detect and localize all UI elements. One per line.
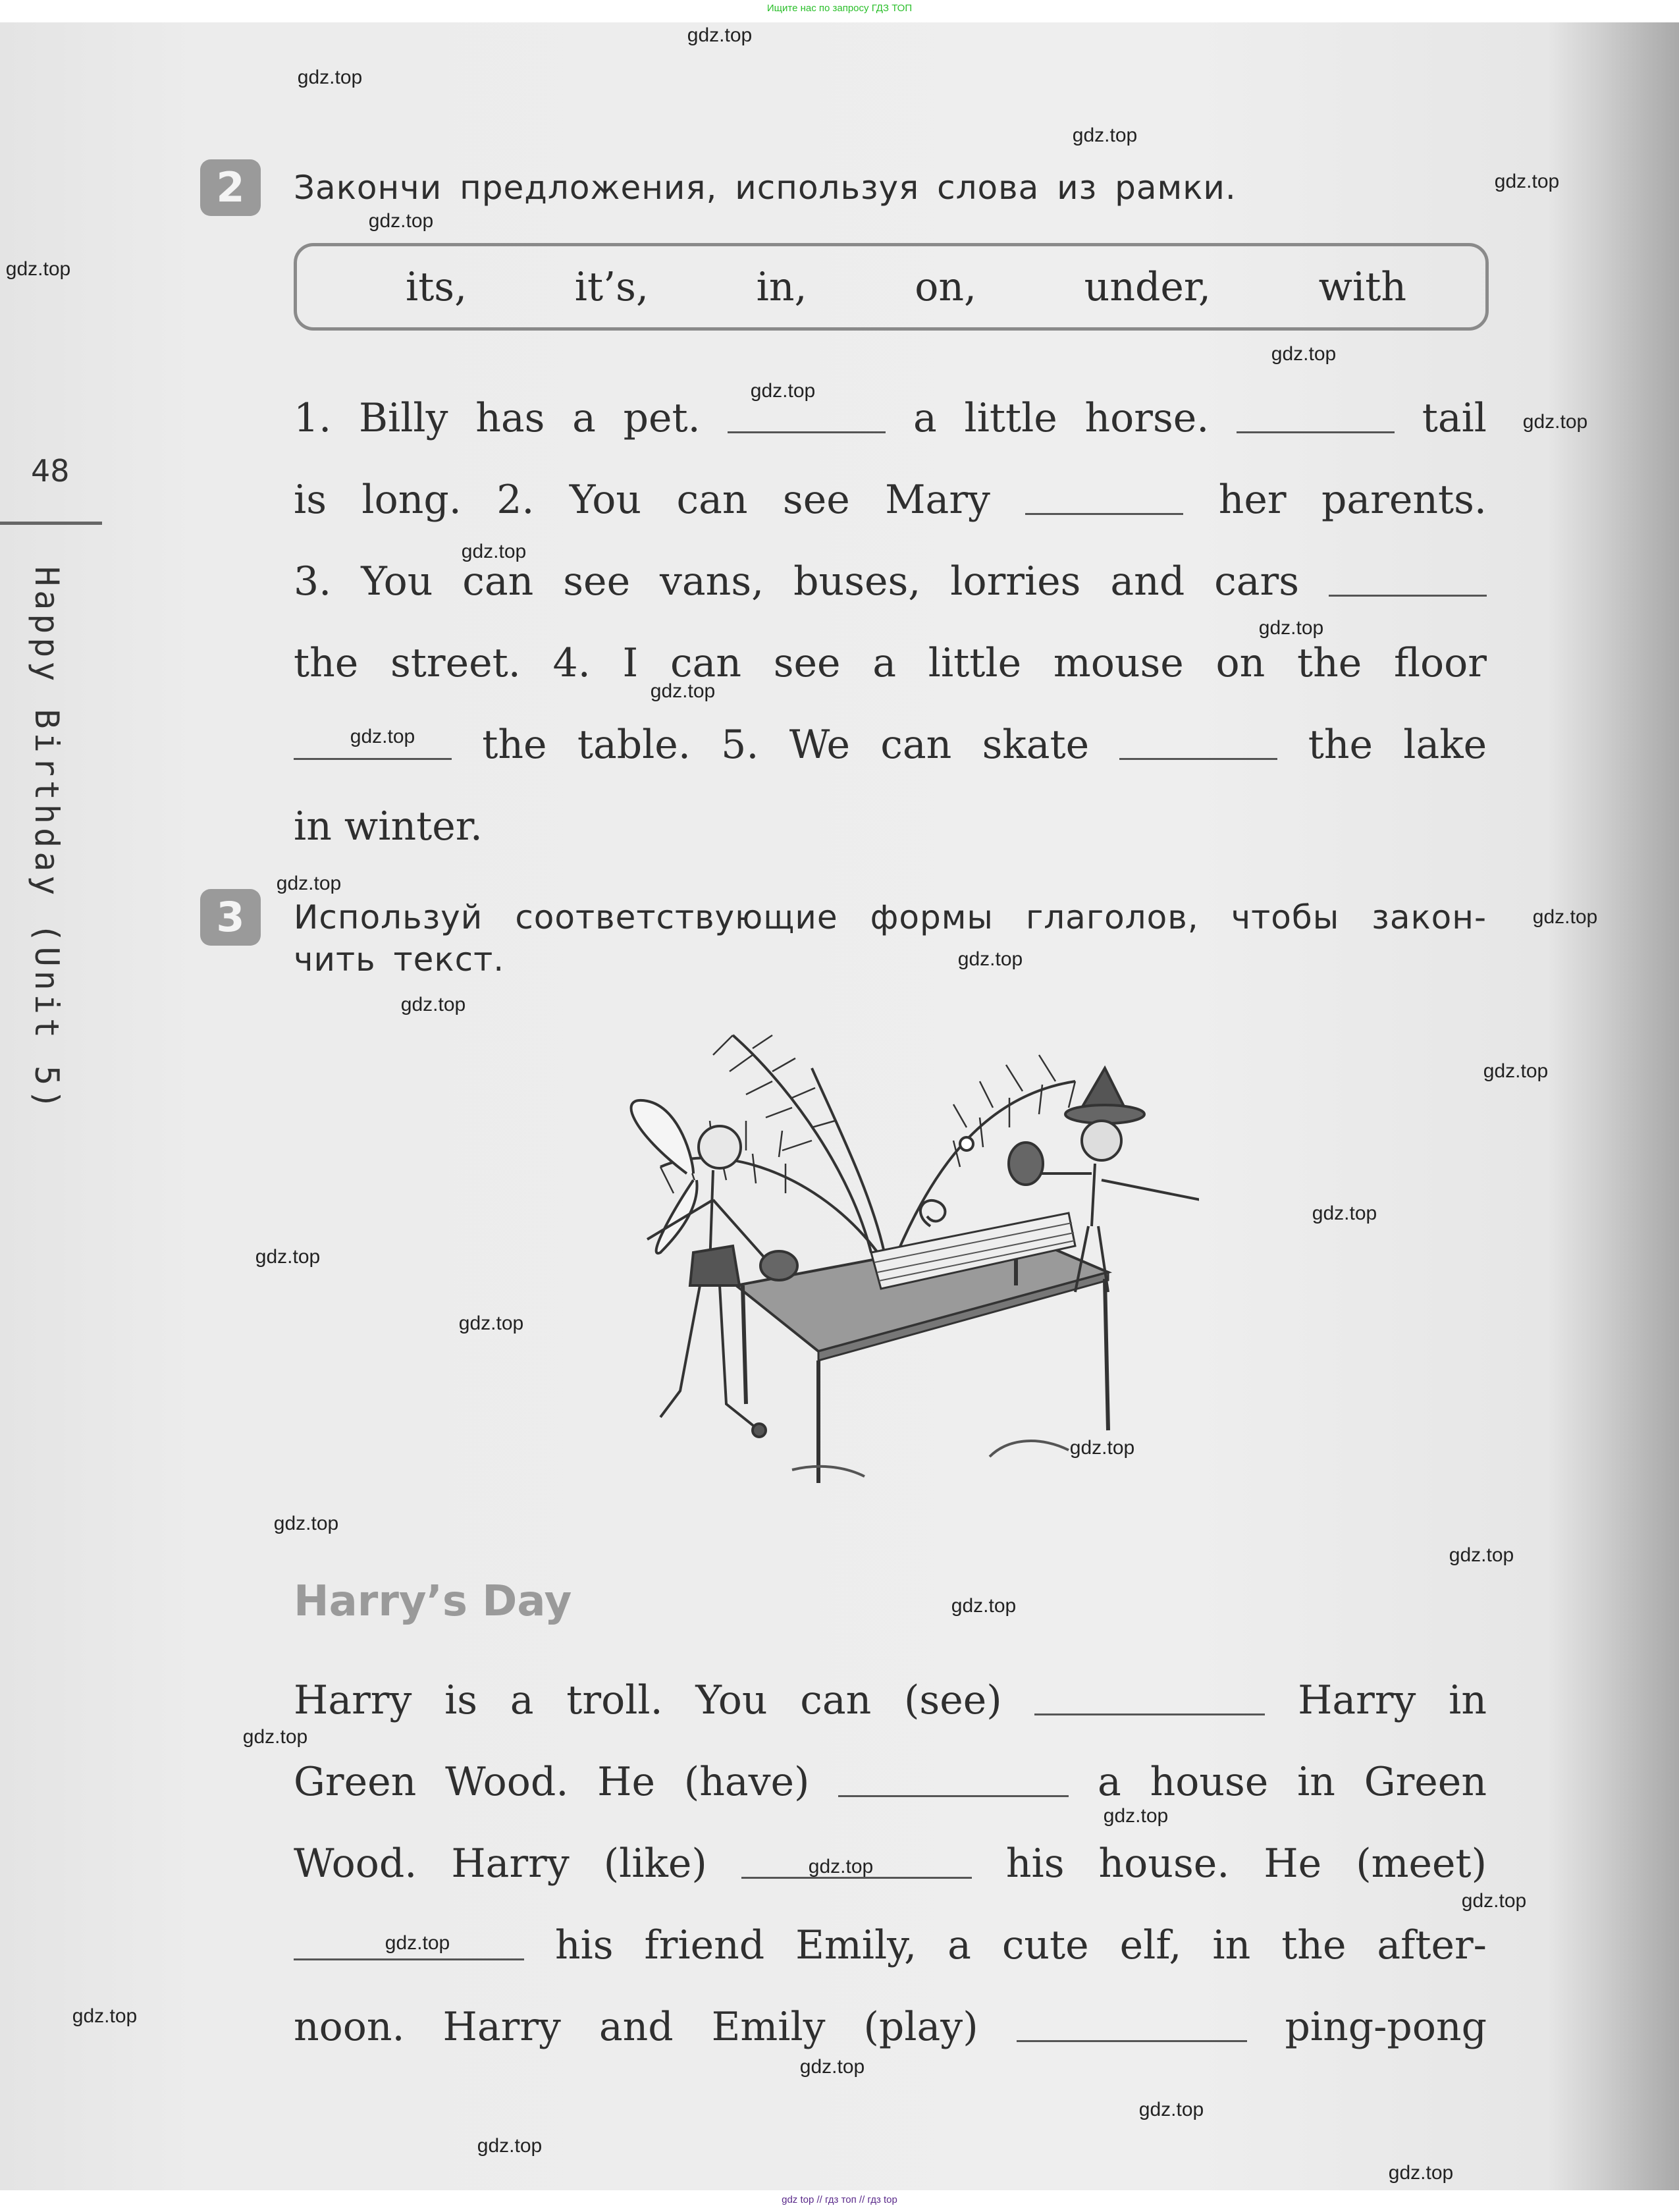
sentence-text: see	[782, 477, 850, 523]
sentence-text: Harry	[1298, 1677, 1416, 1723]
sentence-text: Green	[294, 1759, 417, 1805]
sentence-text: (like)	[603, 1841, 707, 1887]
sentence-text: 5.	[721, 722, 759, 768]
text-line	[294, 1823, 1487, 1904]
sentence-text: in	[294, 803, 332, 850]
word-box-option: its,	[406, 263, 467, 310]
sentence-text: a	[1098, 1759, 1121, 1805]
watermark-text: gdz.top	[72, 2005, 138, 2027]
watermark-text: gdz.top	[1522, 411, 1588, 433]
sentence-text: elf,	[1119, 1922, 1182, 1968]
watermark-text: gdz.top	[400, 994, 466, 1015]
sentence-text: lake	[1403, 722, 1487, 768]
watermark-text: gdz.top	[951, 1595, 1017, 1617]
sentence-text: see	[563, 558, 631, 605]
exercise-3-instruction-line-2: чить текст.	[294, 940, 505, 979]
sentence-text: You	[361, 558, 433, 605]
sentence-text: We	[789, 722, 850, 768]
exercise-2-instruction: Закончи предложения, используя слова из рамки.	[294, 169, 1237, 207]
sentence-text: long.	[361, 477, 462, 523]
word-box	[294, 243, 1489, 331]
watermark-text: gdz.top	[461, 541, 527, 562]
sentence-text: a	[572, 395, 596, 441]
watermark-text: gdz.top	[1069, 1437, 1135, 1459]
sentence-text: and	[599, 2004, 674, 2050]
word-box-option: in,	[756, 263, 807, 310]
watermark-text: gdz.top	[750, 380, 816, 402]
watermark-text: gdz.top	[276, 873, 342, 894]
text-line	[294, 1659, 1487, 1741]
sentence-text: 4.	[552, 640, 591, 686]
sentence-text: Wood.	[294, 1841, 417, 1887]
sentence-text: see	[773, 640, 841, 686]
sentence-text: winter.	[344, 803, 483, 850]
sentence-text: 1.	[294, 395, 332, 441]
sentence-text: table.	[577, 722, 691, 768]
watermark-text: gdz.top	[273, 1513, 339, 1534]
exercise-3-story-text	[294, 1659, 1487, 2068]
watermark-text: gdz.top	[1103, 1805, 1169, 1827]
watermark-text: gdz.top	[242, 1726, 308, 1748]
sentence-text: Emily	[711, 2004, 826, 2050]
watermark-text: gdz.top	[650, 680, 716, 702]
bottom-banner-text: gdz top // гдз топ // гдз top	[782, 2194, 897, 2205]
page-number: 48	[31, 453, 70, 489]
sentence-text: You	[695, 1677, 768, 1723]
sentence-text: (see)	[904, 1677, 1002, 1723]
watermark-text: gdz.top	[1532, 906, 1598, 928]
sentence-text: in	[1212, 1922, 1251, 1968]
answer-blank[interactable]	[1034, 1711, 1265, 1715]
sentence-text: Mary	[885, 477, 990, 523]
watermark-text: gdz.top	[385, 1932, 450, 1954]
page-number-divider	[0, 522, 102, 525]
watermark-text: gdz.top	[1461, 1890, 1527, 1912]
word-box-option: with	[1318, 263, 1406, 310]
sentence-text: little	[964, 395, 1057, 441]
watermark-text: gdz.top	[1483, 1060, 1549, 1082]
sentence-text: the	[294, 640, 359, 686]
sentence-text: is	[294, 477, 327, 523]
sentence-text: the	[1281, 1922, 1346, 1968]
answer-blank[interactable]	[838, 1793, 1069, 1797]
sentence-text: parents.	[1321, 477, 1487, 523]
fairy-emily	[631, 1100, 797, 1437]
watermark-text: gdz.top	[1494, 171, 1560, 192]
sentence-text: her	[1218, 477, 1287, 523]
sentence-text: Emily,	[795, 1922, 917, 1968]
sentence-text: (have)	[683, 1759, 810, 1805]
word-box-option: under,	[1084, 263, 1212, 310]
sentence-text: floor	[1394, 640, 1487, 686]
answer-blank[interactable]	[1237, 429, 1395, 433]
sentence-text: house	[1150, 1759, 1269, 1805]
sentence-text: street.	[390, 640, 521, 686]
sentence-text: buses,	[793, 558, 921, 605]
sentence-text: a	[947, 1922, 971, 1968]
sentence-text: tail	[1422, 395, 1487, 441]
sentence-text: Billy	[358, 395, 448, 441]
sentence-text: horse.	[1084, 395, 1210, 441]
illustration-fairy-and-troll-playing-ping-pong	[621, 1009, 1199, 1503]
top-banner	[0, 0, 1679, 22]
watermark-text: gdz.top	[458, 1312, 524, 1334]
watermark-text: gdz.top	[477, 2135, 543, 2157]
word-box-option: it’s,	[574, 263, 649, 310]
sentence-text: his	[1005, 1841, 1065, 1887]
sentence-text: has	[475, 395, 545, 441]
sentence-text: Wood.	[445, 1759, 569, 1805]
sentence-text: Harry	[451, 1841, 570, 1887]
text-line	[294, 1741, 1487, 1823]
answer-blank[interactable]	[294, 755, 452, 760]
top-banner-text: Ищите нас по запросу ГДЗ ТОП	[766, 3, 913, 14]
watermark-text: gdz.top	[350, 726, 415, 747]
sentence-text: noon.	[294, 2004, 405, 2050]
sentence-text: in	[1297, 1759, 1335, 1805]
text-line	[294, 1986, 1487, 2068]
sentence-text: cute	[1001, 1922, 1089, 1968]
sentence-text: (play)	[863, 2004, 978, 2050]
watermark-text: gdz.top	[5, 258, 71, 280]
sentence-text: He	[1264, 1841, 1322, 1887]
sentence-text: vans,	[660, 558, 764, 605]
grass-tufts	[792, 1441, 1069, 1476]
sentence-text: a	[872, 640, 897, 686]
sentence-text: lorries	[950, 558, 1081, 605]
watermark-text: gdz.top	[1258, 617, 1324, 639]
answer-blank[interactable]	[728, 429, 886, 433]
watermark-text: gdz.top	[1138, 2099, 1204, 2120]
watermark-text: gdz.top	[368, 210, 434, 232]
sentence-text: cars	[1214, 558, 1300, 605]
answer-blank[interactable]	[1025, 510, 1183, 515]
watermark-text: gdz.top	[1388, 2162, 1454, 2184]
sentence-text: the	[1308, 722, 1373, 768]
sentence-text: pet.	[623, 395, 701, 441]
sentence-text: a	[510, 1677, 534, 1723]
watermark-text: gdz.top	[1312, 1202, 1377, 1224]
answer-blank[interactable]	[294, 1956, 524, 1960]
sentence-text: the	[482, 722, 547, 768]
sentence-text: Harry	[294, 1677, 412, 1723]
sentence-text: Harry	[442, 2004, 561, 2050]
sentence-text: little	[928, 640, 1022, 686]
sentence-text: troll.	[566, 1677, 663, 1723]
sentence-text: mouse	[1053, 640, 1184, 686]
watermark-text: gdz.top	[687, 24, 753, 46]
watermark-text: gdz.top	[255, 1246, 321, 1268]
story-title: Harry’s Day	[294, 1577, 572, 1626]
answer-blank[interactable]	[1329, 592, 1487, 597]
sentence-text: You	[569, 477, 642, 523]
sentence-text: He	[597, 1759, 656, 1805]
watermark-text: gdz.top	[957, 948, 1023, 970]
sentence-text: house.	[1098, 1841, 1230, 1887]
sentence-text: and	[1110, 558, 1185, 605]
sentence-text: friend	[644, 1922, 765, 1968]
text-line	[294, 377, 1487, 459]
sentence-text: can	[676, 477, 748, 523]
text-line	[294, 786, 1487, 867]
sentence-text: is	[444, 1677, 478, 1723]
watermark-text: gdz.top	[799, 2056, 865, 2078]
sentence-text: can	[800, 1677, 872, 1723]
sentence-text: ping-pong	[1285, 2004, 1487, 2050]
exercise-2-badge: 2	[200, 159, 261, 216]
text-line	[294, 704, 1487, 786]
sentence-text: the	[1297, 640, 1362, 686]
side-unit-title: Happy Birthday (Unit 5)	[28, 566, 66, 1114]
text-line	[294, 1904, 1487, 1986]
sentence-text: Green	[1364, 1759, 1487, 1805]
watermark-text: gdz.top	[1449, 1544, 1514, 1566]
watermark-text: gdz.top	[808, 1856, 874, 1877]
watermark-text: gdz.top	[1271, 343, 1337, 365]
sentence-text: after-	[1377, 1922, 1487, 1968]
exercise-3-badge: 3	[200, 889, 261, 946]
text-line	[294, 459, 1487, 541]
sentence-text: 3.	[294, 558, 332, 605]
sentence-text: on	[1215, 640, 1266, 686]
sentence-text: can	[462, 558, 534, 605]
sentence-text: can	[670, 640, 741, 686]
sentence-text: his	[554, 1922, 614, 1968]
word-box-option: on,	[915, 263, 977, 310]
watermark-text: gdz.top	[297, 67, 363, 88]
exercise-3-instruction-line-1: Используй соответствующие формы глаголов, чтобы закон-	[294, 898, 1487, 936]
sentence-text: a	[913, 395, 937, 441]
bottom-banner	[0, 2190, 1679, 2212]
sentence-text: skate	[982, 722, 1090, 768]
watermark-text: gdz.top	[1072, 124, 1138, 146]
sentence-text: can	[880, 722, 952, 768]
answer-blank[interactable]	[1017, 2037, 1247, 2042]
answer-blank[interactable]	[1119, 755, 1277, 760]
sentence-text: (meet)	[1356, 1841, 1487, 1887]
sentence-text: in	[1449, 1677, 1487, 1723]
sentence-text: 2.	[496, 477, 535, 523]
sentence-text: I	[622, 640, 639, 686]
